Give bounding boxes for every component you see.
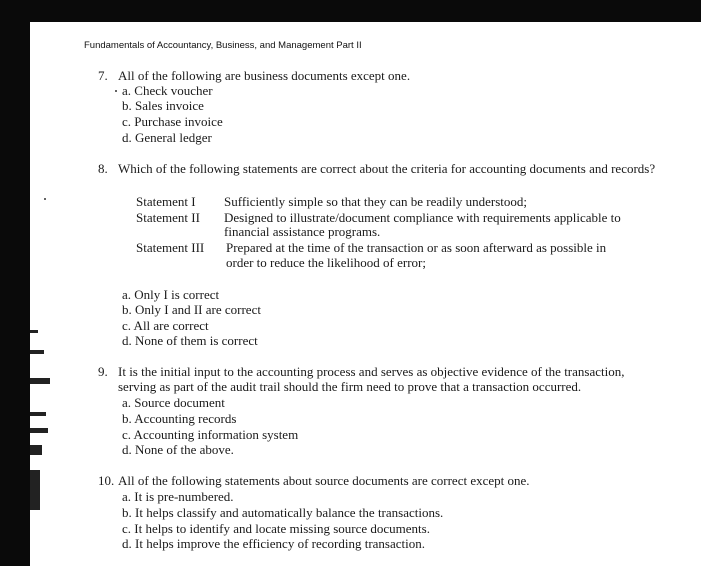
question-text: It is the initial input to the accounting process and serves as objective evidence of the transaction, bbox=[118, 364, 625, 379]
statement-label: Statement I bbox=[136, 194, 196, 209]
choice-a: a. It is pre-numbered. bbox=[122, 489, 234, 504]
question-number: 9. bbox=[98, 364, 108, 379]
question-number: 7. bbox=[98, 68, 108, 83]
scan-artifact bbox=[30, 350, 44, 354]
statement-label: Statement II bbox=[136, 210, 200, 225]
statement-text: order to reduce the likelihood of error; bbox=[226, 255, 426, 270]
choice-b: b. It helps classify and automatically balance the transactions. bbox=[122, 505, 444, 520]
question-text: All of the following statements about source documents are correct except one. bbox=[118, 473, 530, 488]
choice-a: a. Check voucher bbox=[122, 83, 213, 98]
statement-text: Sufficiently simple so that they can be readily understood; bbox=[224, 194, 528, 209]
choice-c: c. Purchase invoice bbox=[122, 114, 223, 129]
question-text: serving as part of the audit trail should the firm need to prove that a transaction occurred. bbox=[118, 379, 582, 394]
statement-text: Prepared at the time of the transaction or as soon afterward as possible in bbox=[226, 240, 607, 255]
choice-d: d. None of the above. bbox=[122, 442, 234, 457]
choice-c: c. Accounting information system bbox=[122, 427, 299, 442]
scan-artifact bbox=[30, 445, 42, 455]
page-header: Fundamentals of Accountancy, Business, and Management Part II bbox=[84, 40, 362, 51]
scan-artifact bbox=[30, 412, 46, 416]
choice-b: b. Sales invoice bbox=[122, 98, 204, 113]
choice-d: d. General ledger bbox=[122, 130, 212, 145]
question-number: 8. bbox=[98, 161, 108, 176]
choice-c: c. It helps to identify and locate missing source documents. bbox=[122, 521, 430, 536]
scan-artifact bbox=[30, 470, 40, 510]
speck bbox=[115, 90, 117, 92]
scan-artifact bbox=[30, 428, 48, 433]
question-number: 10. bbox=[98, 473, 115, 488]
scan-artifact bbox=[30, 378, 50, 384]
question-text: All of the following are business documents except one. bbox=[118, 68, 411, 83]
question-text: Which of the following statements are correct about the criteria for accounting documents and records? bbox=[118, 161, 656, 176]
scan-artifact bbox=[30, 330, 38, 333]
choice-a: a. Source document bbox=[122, 395, 225, 410]
choice-b: b. Accounting records bbox=[122, 411, 237, 426]
choice-d: d. It helps improve the efficiency of recording transaction. bbox=[122, 536, 425, 551]
choice-c: c. All are correct bbox=[122, 318, 209, 333]
speck bbox=[44, 198, 46, 200]
scan-top-shadow bbox=[0, 0, 701, 22]
statement-text: Designed to illustrate/document compliance with requirements applicable to bbox=[224, 210, 621, 225]
scan-left-shadow bbox=[0, 0, 30, 566]
statement-text: financial assistance programs. bbox=[224, 224, 381, 239]
statement-label: Statement III bbox=[136, 240, 205, 255]
choice-b: b. Only I and II are correct bbox=[122, 302, 261, 317]
choice-d: d. None of them is correct bbox=[122, 333, 258, 348]
choice-a: a. Only I is correct bbox=[122, 287, 220, 302]
